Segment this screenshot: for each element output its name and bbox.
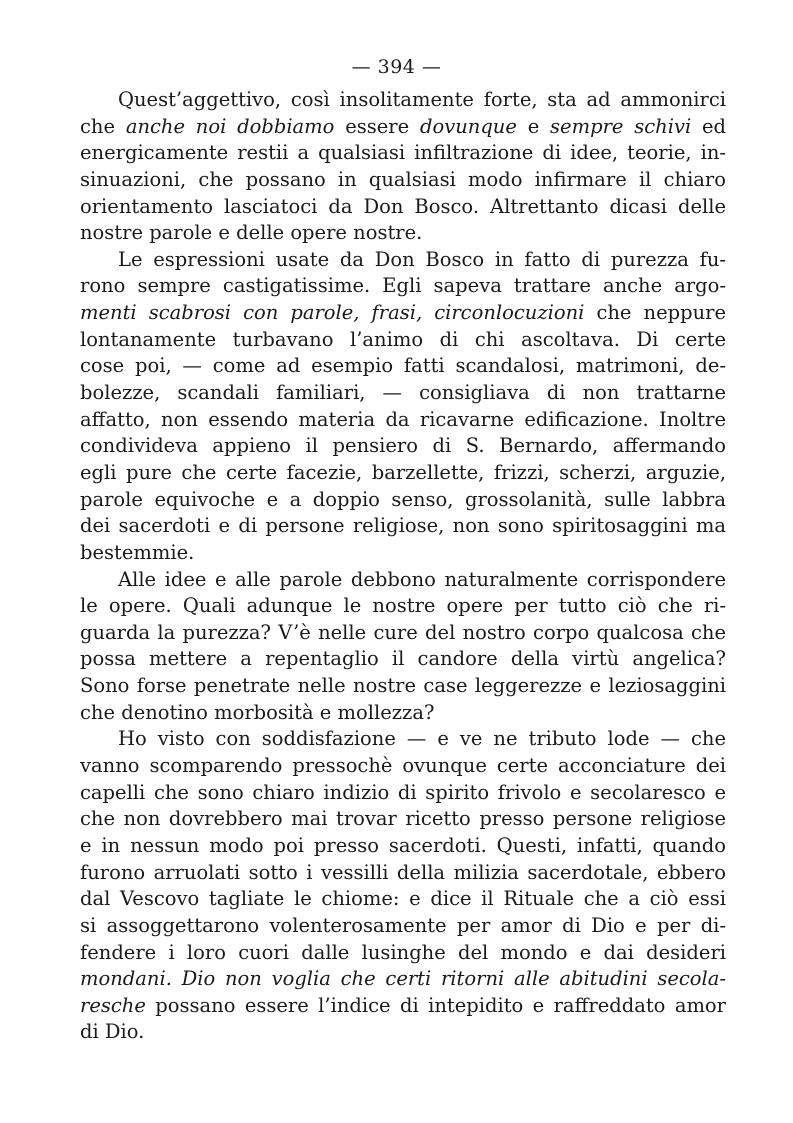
text-run: capelli che sono chiaro indizio di spirito frivolo e secolaresco e bbox=[80, 780, 726, 804]
text-line bbox=[80, 1019, 726, 1046]
text-run: affatto, non essendo materia da ricavarne edificazione. Inoltre bbox=[80, 407, 726, 431]
text-line bbox=[80, 273, 726, 300]
text-run: e bbox=[516, 114, 551, 138]
text-run: rono sempre castigatissime. Egli sapeva trattare anche argo- bbox=[80, 274, 726, 298]
text-line bbox=[80, 220, 726, 247]
text-run: Alle idee e alle parole debbono naturalmente corrispondere bbox=[118, 567, 726, 591]
text-run: Le espressioni usate da Don Bosco in fatto di purezza fu- bbox=[118, 247, 726, 271]
text-line bbox=[80, 247, 726, 274]
text-run: le opere. Quali adunque le nostre opere per tutto ciò che ri- bbox=[80, 594, 726, 618]
italic-text-run: resche bbox=[80, 993, 146, 1017]
text-line bbox=[80, 353, 726, 380]
text-run: ed bbox=[691, 114, 727, 138]
text-line bbox=[80, 487, 726, 514]
text-line bbox=[80, 407, 726, 434]
text-run: possano essere l’indice di intepidito e raffreddato amor bbox=[145, 993, 726, 1017]
text-line bbox=[80, 833, 726, 860]
text-run: fendere i loro cuori dalle lusinghe del mondo e dai desideri bbox=[80, 940, 726, 964]
text-line bbox=[80, 433, 726, 460]
text-line bbox=[80, 327, 726, 354]
text-run: e in nessun modo poi presso sacerdoti. Questi, infatti, quando bbox=[80, 833, 726, 857]
text-run: energicamente restii a qualsiasi infiltrazione di idee, teorie, in- bbox=[80, 141, 726, 165]
text-run: bestemmie. bbox=[80, 540, 195, 564]
text-run: Quest’aggettivo, così insolitamente forte, sta ad ammonirci bbox=[118, 88, 726, 111]
text-run: possa mettere a repentaglio il candore della virtù angelica? bbox=[80, 647, 726, 671]
page-number: — 394 — bbox=[351, 56, 442, 78]
text-line bbox=[80, 780, 726, 807]
text-run: egli pure che certe facezie, barzellette, frizzi, scherzi, arguzie, bbox=[80, 460, 726, 484]
text-line bbox=[80, 886, 726, 913]
text-run: Sono forse penetrate nelle nostre case leggerezze e leziosaggini bbox=[80, 674, 726, 698]
text-line bbox=[80, 513, 726, 540]
text-run: che denotino morbosità e mollezza? bbox=[80, 700, 435, 724]
italic-text-run: anche noi dobbiamo bbox=[125, 114, 335, 138]
text-run: vanno scomparendo pressochè ovunque certe acconciature dei bbox=[80, 754, 726, 778]
text-line bbox=[80, 300, 726, 327]
text-line bbox=[80, 140, 726, 167]
italic-text-run: sempre schivi bbox=[550, 114, 692, 138]
text-run: guarda la purezza? V’è nelle cure del nostro corpo qualcosa che bbox=[80, 620, 726, 644]
text-run: sinuazioni, che possano in qualsiasi modo infirmare il chiaro bbox=[80, 167, 726, 191]
text-line bbox=[80, 460, 726, 487]
text-line bbox=[80, 167, 726, 194]
text-line bbox=[80, 940, 726, 967]
text-run: bolezze, scandali familiari, — consigliava di non trattarne bbox=[80, 381, 726, 405]
text-run: di Dio. bbox=[80, 1020, 145, 1044]
text-run: cose poi, — come ad esempio fatti scandalosi, matrimoni, de- bbox=[80, 354, 726, 378]
text-line bbox=[80, 700, 726, 727]
text-line bbox=[80, 114, 726, 141]
text-run: si assoggettarono volenterosamente per amor di Dio e per di- bbox=[80, 913, 726, 937]
text-line bbox=[80, 380, 726, 407]
text-line bbox=[80, 806, 726, 833]
text-line bbox=[80, 87, 726, 114]
text-run: nostre parole e delle opere nostre. bbox=[80, 221, 423, 245]
text-line bbox=[80, 620, 726, 647]
text-run: Ho visto con soddisfazione — e ve ne tributo lode — che bbox=[118, 727, 726, 751]
text-line bbox=[80, 860, 726, 887]
text-run: che bbox=[80, 114, 126, 138]
text-line bbox=[80, 540, 726, 567]
body-text bbox=[80, 87, 726, 1046]
text-line bbox=[80, 726, 726, 753]
text-line bbox=[80, 753, 726, 780]
text-line bbox=[80, 993, 726, 1020]
text-line bbox=[80, 673, 726, 700]
text-line bbox=[80, 194, 726, 221]
text-run: dei sacerdoti e di persone religiose, non sono spiritosaggini ma bbox=[80, 514, 726, 538]
italic-text-run: mondani. Dio non voglia che certi ritorni alle abitudini secola- bbox=[80, 967, 726, 991]
italic-text-run: dovunque bbox=[419, 114, 517, 138]
text-line bbox=[80, 646, 726, 673]
text-line bbox=[80, 913, 726, 940]
text-run: parole equivoche e a doppio senso, grossolanità, sulle labbra bbox=[80, 487, 726, 511]
text-run: furono arruolati sotto i vessilli della milizia sacerdotale, ebbero bbox=[80, 860, 726, 884]
text-line bbox=[80, 567, 726, 594]
text-run: orientamento lasciatoci da Don Bosco. Altrettanto dicasi delle bbox=[80, 194, 726, 218]
text-run: condivideva appieno il pensiero di S. Bernardo, affermando bbox=[80, 434, 726, 458]
text-run: essere bbox=[334, 114, 420, 138]
text-run: lontanamente turbavano l’animo di chi ascoltava. Di certe bbox=[80, 327, 726, 351]
text-run: dal Vescovo tagliate le chiome: e dice il Rituale che a ciò essi bbox=[80, 887, 726, 911]
text-run: che neppure bbox=[584, 301, 726, 325]
text-run: che non dovrebbero mai trovar ricetto presso persone religiose bbox=[80, 807, 726, 831]
italic-text-run: menti scabrosi con parole, frasi, circonlocuzioni bbox=[80, 301, 585, 325]
text-line bbox=[80, 966, 726, 993]
text-line bbox=[80, 593, 726, 620]
